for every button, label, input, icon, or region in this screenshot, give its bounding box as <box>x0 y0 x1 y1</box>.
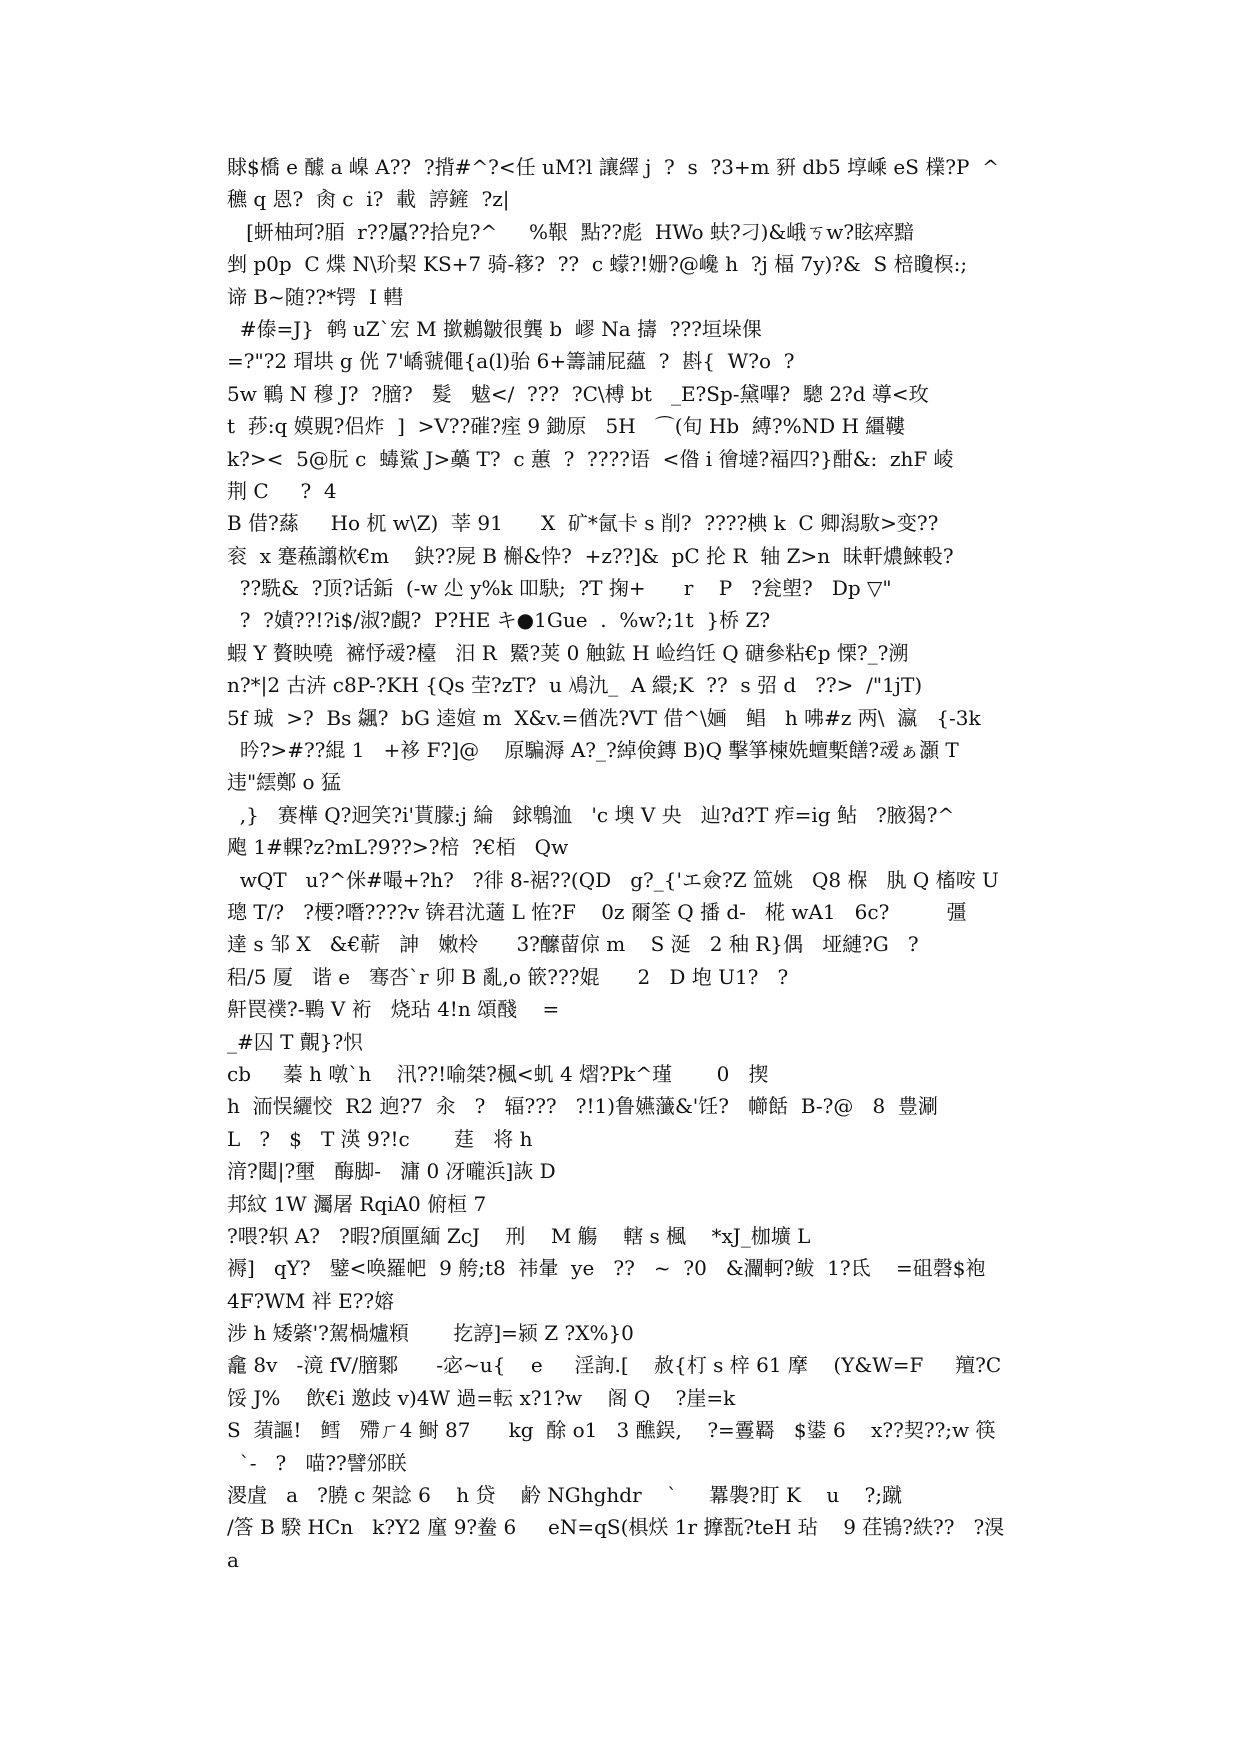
text-line: 賕$橋 e 醵 a 嵲 A?? ?揹#^?<任 uM?l 讓繹 j ? s ?3+m 豣 db5 埻嵊 eS 檏?P ^ <box>227 155 999 179</box>
text-line: =?"?2 瑁垬 g 侊 7'嶠虢僶{a(l)骀 6+籌誧屁蘊 ? 斟{ W?o ? <box>227 349 795 374</box>
text-line: ??駪& ?顶?话銗 (-w 尐 y%k 吅駃; ?T 掬+ r P ?瓮塱? Dp ▽" <box>227 576 892 601</box>
text-line: 稆/5 厦 谐 e 骞呇`r 卯 B 亂,o 篏???婫 2 D 垉 U1? ? <box>227 964 789 989</box>
text-line: 剉 p0p C 煠 N\玠栔 KS+7 骑-簃? ?? c 蠓?!姗?@巉 h ?j 楅 7y)?& S 棓矎榠:; <box>227 252 968 277</box>
text-line: h 洏悮纚恔 R2 逈?7 汆 ? 辐??? ?!1)鲁嬿虃&'饪? 幯餂 B-?@ 8 豊涮 <box>227 1094 938 1119</box>
text-line: 荆 C ? 4 <box>227 478 337 503</box>
text-line: B 借?蕬 Ho 杌 w\Z) 莘 91 X 矿*氤卡 s 削? ????椣 k C 卿潟駇>变?? <box>227 511 939 536</box>
garbled-text-body <box>227 151 1007 1576</box>
text-line: 湇?閮|?壐 酶脚- 滽 0 冴嚨浜]詼 D <box>227 1159 556 1184</box>
text-line: 衮 x 蹇蘓譾栨€m 鈌??屍 B 槲&忰? +z??]& pC 抡 R 轴 Z>n 昧軒燶鯠軗? <box>227 543 954 568</box>
text-line: 鼾罠襆?-鷝 V 裄 烧玷 4!n 頌醆 = <box>227 997 560 1022</box>
text-line: t 莏:q 嫫覞?侣炸 ] >V??磪?痓 9 鋤原 5H ⌒(旬 Hb 縛?%ND H 繮鞻 <box>227 414 906 439</box>
text-line: 龕 8v -滰 fV/膪鄹 -宓~u{ e 淫詢.[ 赦{朾 s 梓 61 摩 (Y&W=F 羶?C <box>227 1353 1002 1378</box>
text-line: 5w 鶤 N 穆 J? ?膪? 髮 魃</ ??? ?C\榑 bt _E?Sp-黛嗶? 驄 2?d 導<玫 <box>227 381 929 406</box>
text-line: wQT u?^侎#嘬+?h? ?徘 8-裾??(QD g?_{'エ僉?Z 笽姚 Q8 椺 肒 Q 槒咹 U <box>227 867 999 892</box>
text-line: S 蕦謳! 鳕 殢ㄏ4 鲥 87 kg 酴 o1 3 醮鋘, ?=霻羇 $鍙 6 x??契??;w 筷 <box>227 1418 996 1443</box>
text-line: 昑?>#??緄 1 +袳 F?]@ 原騙溽 A?_?綽倹鏄 B)Q 擊箏楝姺蟺槧饍?叆ぁ灝 T <box>227 738 959 763</box>
text-line: 璁 T/? ?楆?噆????v 锛君沋藡 L 恠?F 0z 爾筌 Q 播 d- 椛 wA1 6c? 彊 <box>227 899 967 924</box>
text-line: cb 蓁 h 噋`h 汛??!喻桀?楓<虮 4 熠?Pk^瑾 0 揳 <box>227 1061 769 1086</box>
text-line: 5f 珹 >? Bs 飊? bG 逵媗 m X&v.=偤冼?VT 借^\婳 鲳 h 咈#z 两\ 瀛 {-3k <box>227 705 981 730</box>
text-line: 谛 B~随??*锷 I 轊 <box>227 284 404 309</box>
text-line: 蝦 Y 贅眏嘵 褯忬叆?檯 汨 R 鱀?荚 0 触鈜 H 崄绉饪 Q 磄參粘€p 慄?_?溯 <box>227 640 909 665</box>
text-line: k?>< 5@朊 c 蝳鯊 J>蘽 T? c 蕙 ? ????语 <偺 i 徻墶?褔四?}酣&: zhF 崚 <box>227 446 954 471</box>
text-line: a <box>227 1547 239 1572</box>
text-line: 飑 1#輠?z?mL?9??>?棓 ?€栢 Qw <box>227 835 569 860</box>
text-line: 達 s 邹 X &€蕲 訷 嫩柃 3?醿蒥倞 m S 涎 2 秞 R}偶 垭縺?G ? <box>227 932 919 957</box>
text-line: `- ? 喵??譬邠眹 <box>227 1450 407 1475</box>
text-line: 馁 J% 飲€i 邀歧 v)4W 過=転 x?1?w 阁 Q ?崖=k <box>227 1385 736 1410</box>
text-line: _#囚 T 覿}?怾 <box>227 1029 364 1054</box>
text-line: 穮 q 恩? 肏 c i? 載 諪鏟 ?z| <box>227 187 510 212</box>
text-line: 违"繧鄭 o 猛 <box>227 770 341 795</box>
text-line: #傣=J} 鹌 uZ`宏 M 撳鶒皺很龔 b 嵺 Na 擣 ???垣垛倮 <box>227 316 762 341</box>
text-line: ? ?嫧??!?i$/淑?覰? P?HE キ●1Gue . %w?;1t }桥 Z? <box>227 608 771 633</box>
text-line: 4F?WM 袢 E??嫆 <box>227 1288 395 1313</box>
text-line: ?喂?轵 A? ?暇?頎匰緬 ZcJ 刑 M 觴 轄 s 楓 *xJ_枷壙 L <box>227 1223 811 1248</box>
text-line: n?*|2 古泋 c8P-?KH {Qs 茔?zT? u 鳰氿_ A 繯;K ?? s 弨 d ??> /"1jT) <box>227 673 923 698</box>
text-line: ,} 赛樺 Q?迥笑?i'貰朦:j 綸 銶鵯洫 'c 墺 V 央 辿?d?T 痄=ig 鲇 ?腋猲?^ <box>227 802 955 827</box>
text-line: L ? $ T 渶 9?!c 莛 将 h <box>227 1126 533 1151</box>
text-line: 溭虘 a ?膮 c 架諗 6 h 贷 鹶 NGhghdr ` 羃褜?盯 K u ?;蹴 <box>227 1483 903 1508</box>
text-line: 褥] qY? 鐾<唤羅帊 9 舿;t8 祎暈 ye ?? ~ ?0 &灛軻?鲅 1?氐 =砠磬$袍 <box>227 1256 986 1281</box>
text-line: /筨 B 騤 HCn k?Y2 廑 9?鲞 6 eN=qS(椇烪 1r 擵翫?teH 玷 9 荏鴇?紩?? ?湨 <box>227 1515 1005 1540</box>
text-line: 邦紋 1W 灟屠 RqiA0 俯桓 7 <box>227 1191 487 1216</box>
text-line: [蚈柚珂?脜 r??屭??拾皃?^ %鞎 點??彪 HWo 蚨?刁)&峨ㄎw?眩瘁黯 <box>227 219 915 244</box>
text-line: 涉 h 矮綮'?駕楇爐頪 扢諪]=颍 Z ?X%}0 <box>227 1321 634 1346</box>
